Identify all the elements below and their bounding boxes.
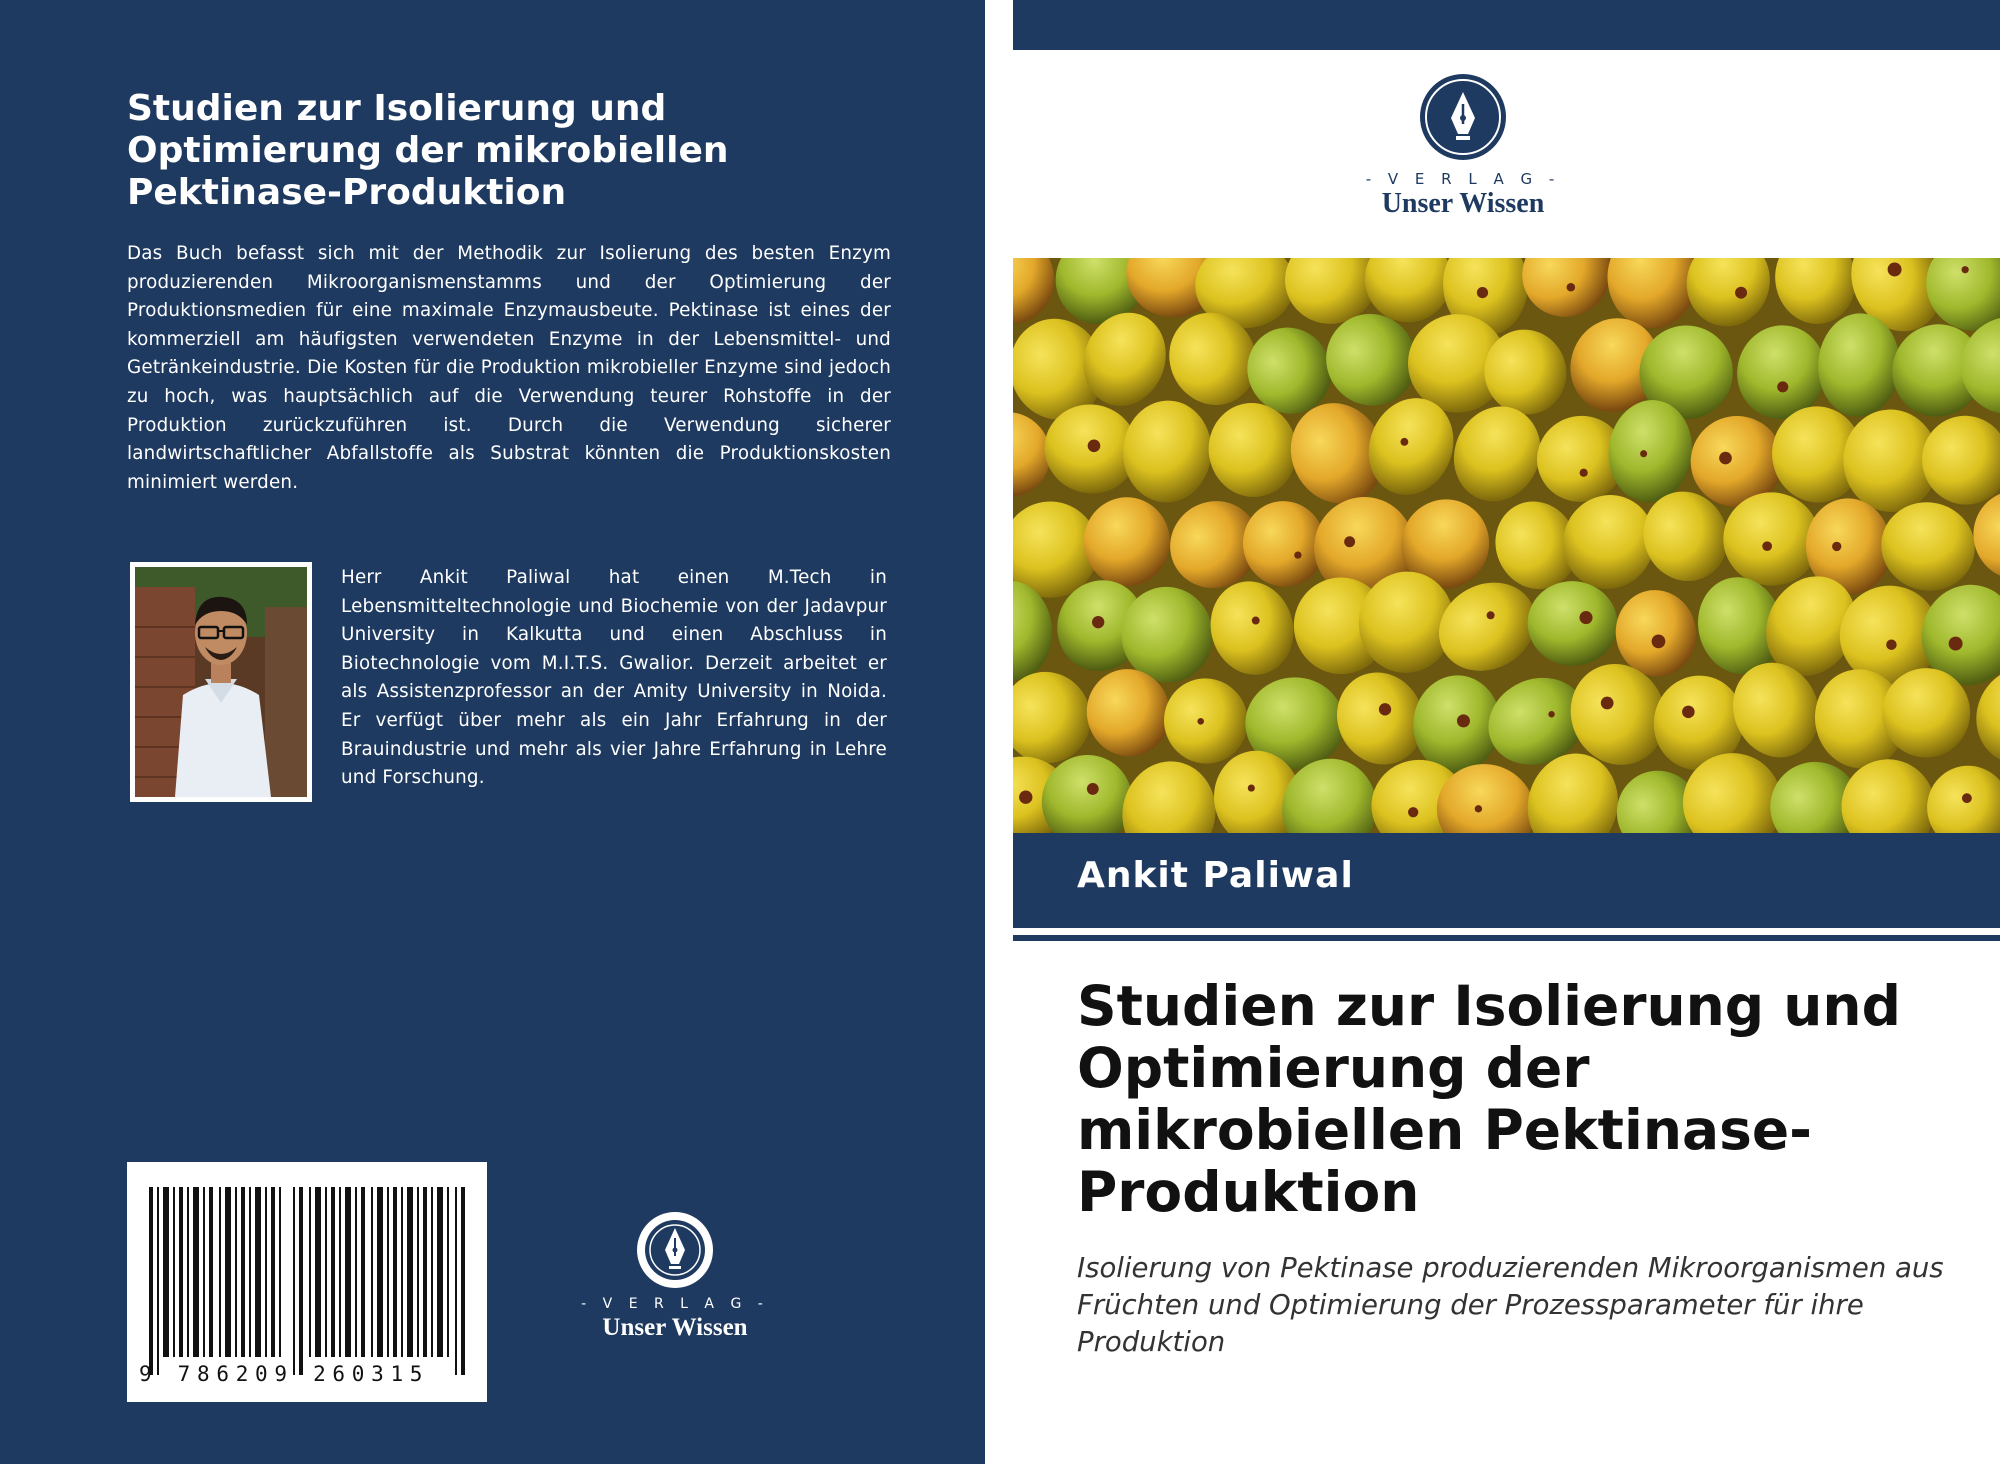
publisher-name-back: Unser Wissen — [602, 1314, 748, 1341]
guava-fruits-image — [1013, 258, 2000, 833]
publisher-verlag-label-back: - V E R L A G - — [581, 1296, 769, 1312]
back-cover-title: Studien zur Isolierung und Optimierung der mikrobiellen Pektinase-Produktion — [127, 88, 729, 213]
divider-rule — [1013, 935, 2000, 941]
publisher-logo-back — [580, 1210, 770, 1340]
publisher-name-front: Unser Wissen — [1381, 188, 1545, 219]
back-cover-blurb: Das Buch befasst sich mit der Methodik zur Isolierung des besten Enzym produzierenden Mikroorganismenstamms und der Optimierung der Produktionsmedien für eine maximale Enzymausbeute. Pektinase ist eines der kommerziell am häufigsten verwendeten Enzyme in der Lebensmittel- und Getränkeindustrie. Die Kosten für die Produktion mikrobieller Enzyme sind jedoch zu hoch, was hauptsächlich auf die Verwendung teurer Rohstoffe in der Produktion zurückzuführen ist. Durch die Verwendung sicherer landwirtschaftlicher Abfallstoffe als Substrat könnten die Produktionskosten minimiert werden. — [127, 243, 891, 493]
isbn-barcode — [127, 1162, 487, 1402]
publisher-verlag-label-front: - V E R L A G - — [1365, 170, 1561, 188]
publisher-logo-front — [1363, 72, 1563, 222]
front-cover-title: Studien zur Isolierung und Optimierung der mikrobiellen Pektinase-Produktion — [1077, 974, 1901, 1224]
back-cover — [0, 0, 985, 1464]
front-top-bar — [1013, 0, 2000, 50]
front-cover — [1013, 0, 2000, 1464]
fountain-pen-nib-icon — [1418, 72, 1508, 162]
author-photo — [130, 562, 312, 802]
publisher-seal-icon — [635, 1210, 715, 1290]
author-bio: Herr Ankit Paliwal hat einen M.Tech in Lebensmitteltechnologie und Biochemie von der Jadavpur University in Kalkutta und einen Abschluss in Biotechnologie vom M.I.T.S. Gwalior. Derzeit arbeitet er als Assistenzprofessor an der Amity University in Noida. Er verfügt über mehr als ein Jahr Erfahrung in der Brauindustrie und mehr als vier Jahre Erfahrung in Lehre und Forschung. — [341, 567, 887, 789]
isbn-number: 9 786209 260315 — [139, 1362, 430, 1386]
author-name: Ankit Paliwal — [1077, 855, 1354, 896]
author-band — [1013, 833, 2000, 928]
front-cover-subtitle: Isolierung von Pektinase produzierenden Mikroorganismen aus Früchten und Optimierung der Prozessparameter für ihre Produktion — [1077, 1252, 1944, 1358]
